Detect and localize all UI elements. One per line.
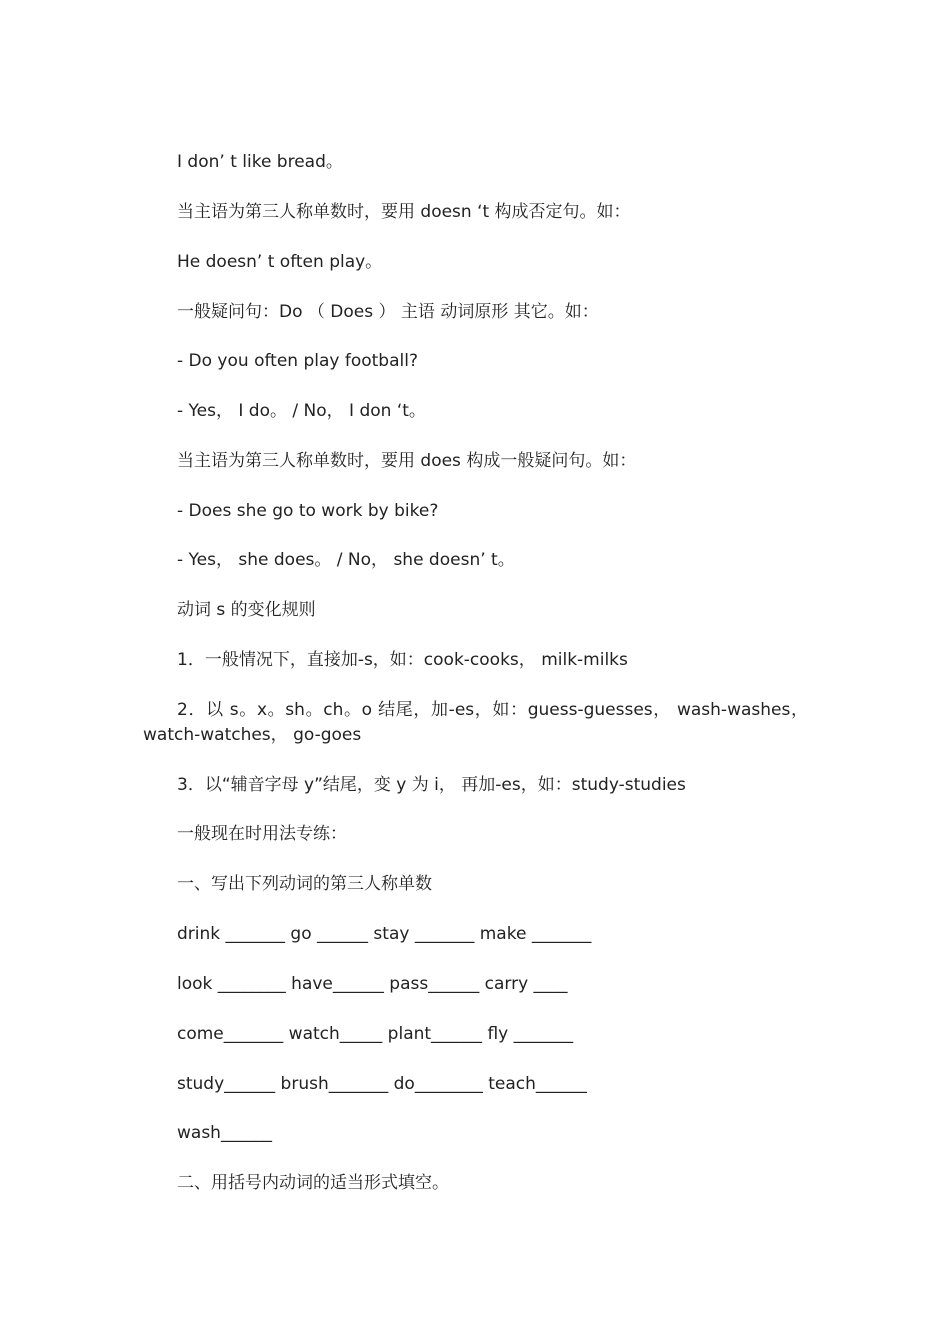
- exercise-heading: 一、写出下列动词的第三人称单数: [177, 874, 432, 894]
- exercise-heading: 二、用括号内动词的适当形式填空。: [177, 1173, 449, 1193]
- text-line: 一般疑问句：Do （ Does ） 主语 动词原形 其它。如：: [177, 302, 599, 322]
- text-line: He doesn’ t often play。: [177, 252, 383, 272]
- exercise-line: drink _______ go ______ stay _______ make _______: [177, 924, 592, 944]
- exercise-line: wash______: [177, 1123, 272, 1143]
- exercise-line: look ________ have______ pass______ carry ____: [177, 974, 568, 994]
- text-line: 当主语为第三人称单数时，要用 does 构成一般疑问句。如：: [177, 451, 637, 471]
- text-line: - Yes， she does。 / No， she doesn’ t。: [177, 550, 515, 570]
- text-line: - Do you often play football?: [177, 351, 418, 371]
- section-heading: 一般现在时用法专练：: [177, 824, 347, 844]
- rule-item: 2．以 s。x。sh。ch。o 结尾，加-es，如：guess-guesses， wash-washes， watch-watches， go-goes: [143, 700, 808, 745]
- exercise-line: study______ brush_______ do________ teach______: [177, 1074, 587, 1094]
- rule-item: 1．一般情况下，直接加-s，如：cook-cooks， milk-milks: [177, 650, 628, 670]
- section-heading: 动词 s 的变化规则: [177, 600, 316, 620]
- text-line: I don’ t like bread。: [177, 152, 343, 172]
- exercise-line: come_______ watch_____ plant______ fly _______: [177, 1024, 574, 1044]
- text-line: - Yes， I do。 / No， I don ‘t。: [177, 401, 426, 421]
- rule-item: 3．以“辅音字母 y”结尾，变 y 为 i， 再加-es，如：study-studies: [177, 775, 686, 795]
- text-line: 当主语为第三人称单数时，要用 doesn ‘t 构成否定句。如：: [177, 202, 631, 222]
- text-line: - Does she go to work by bike?: [177, 501, 439, 521]
